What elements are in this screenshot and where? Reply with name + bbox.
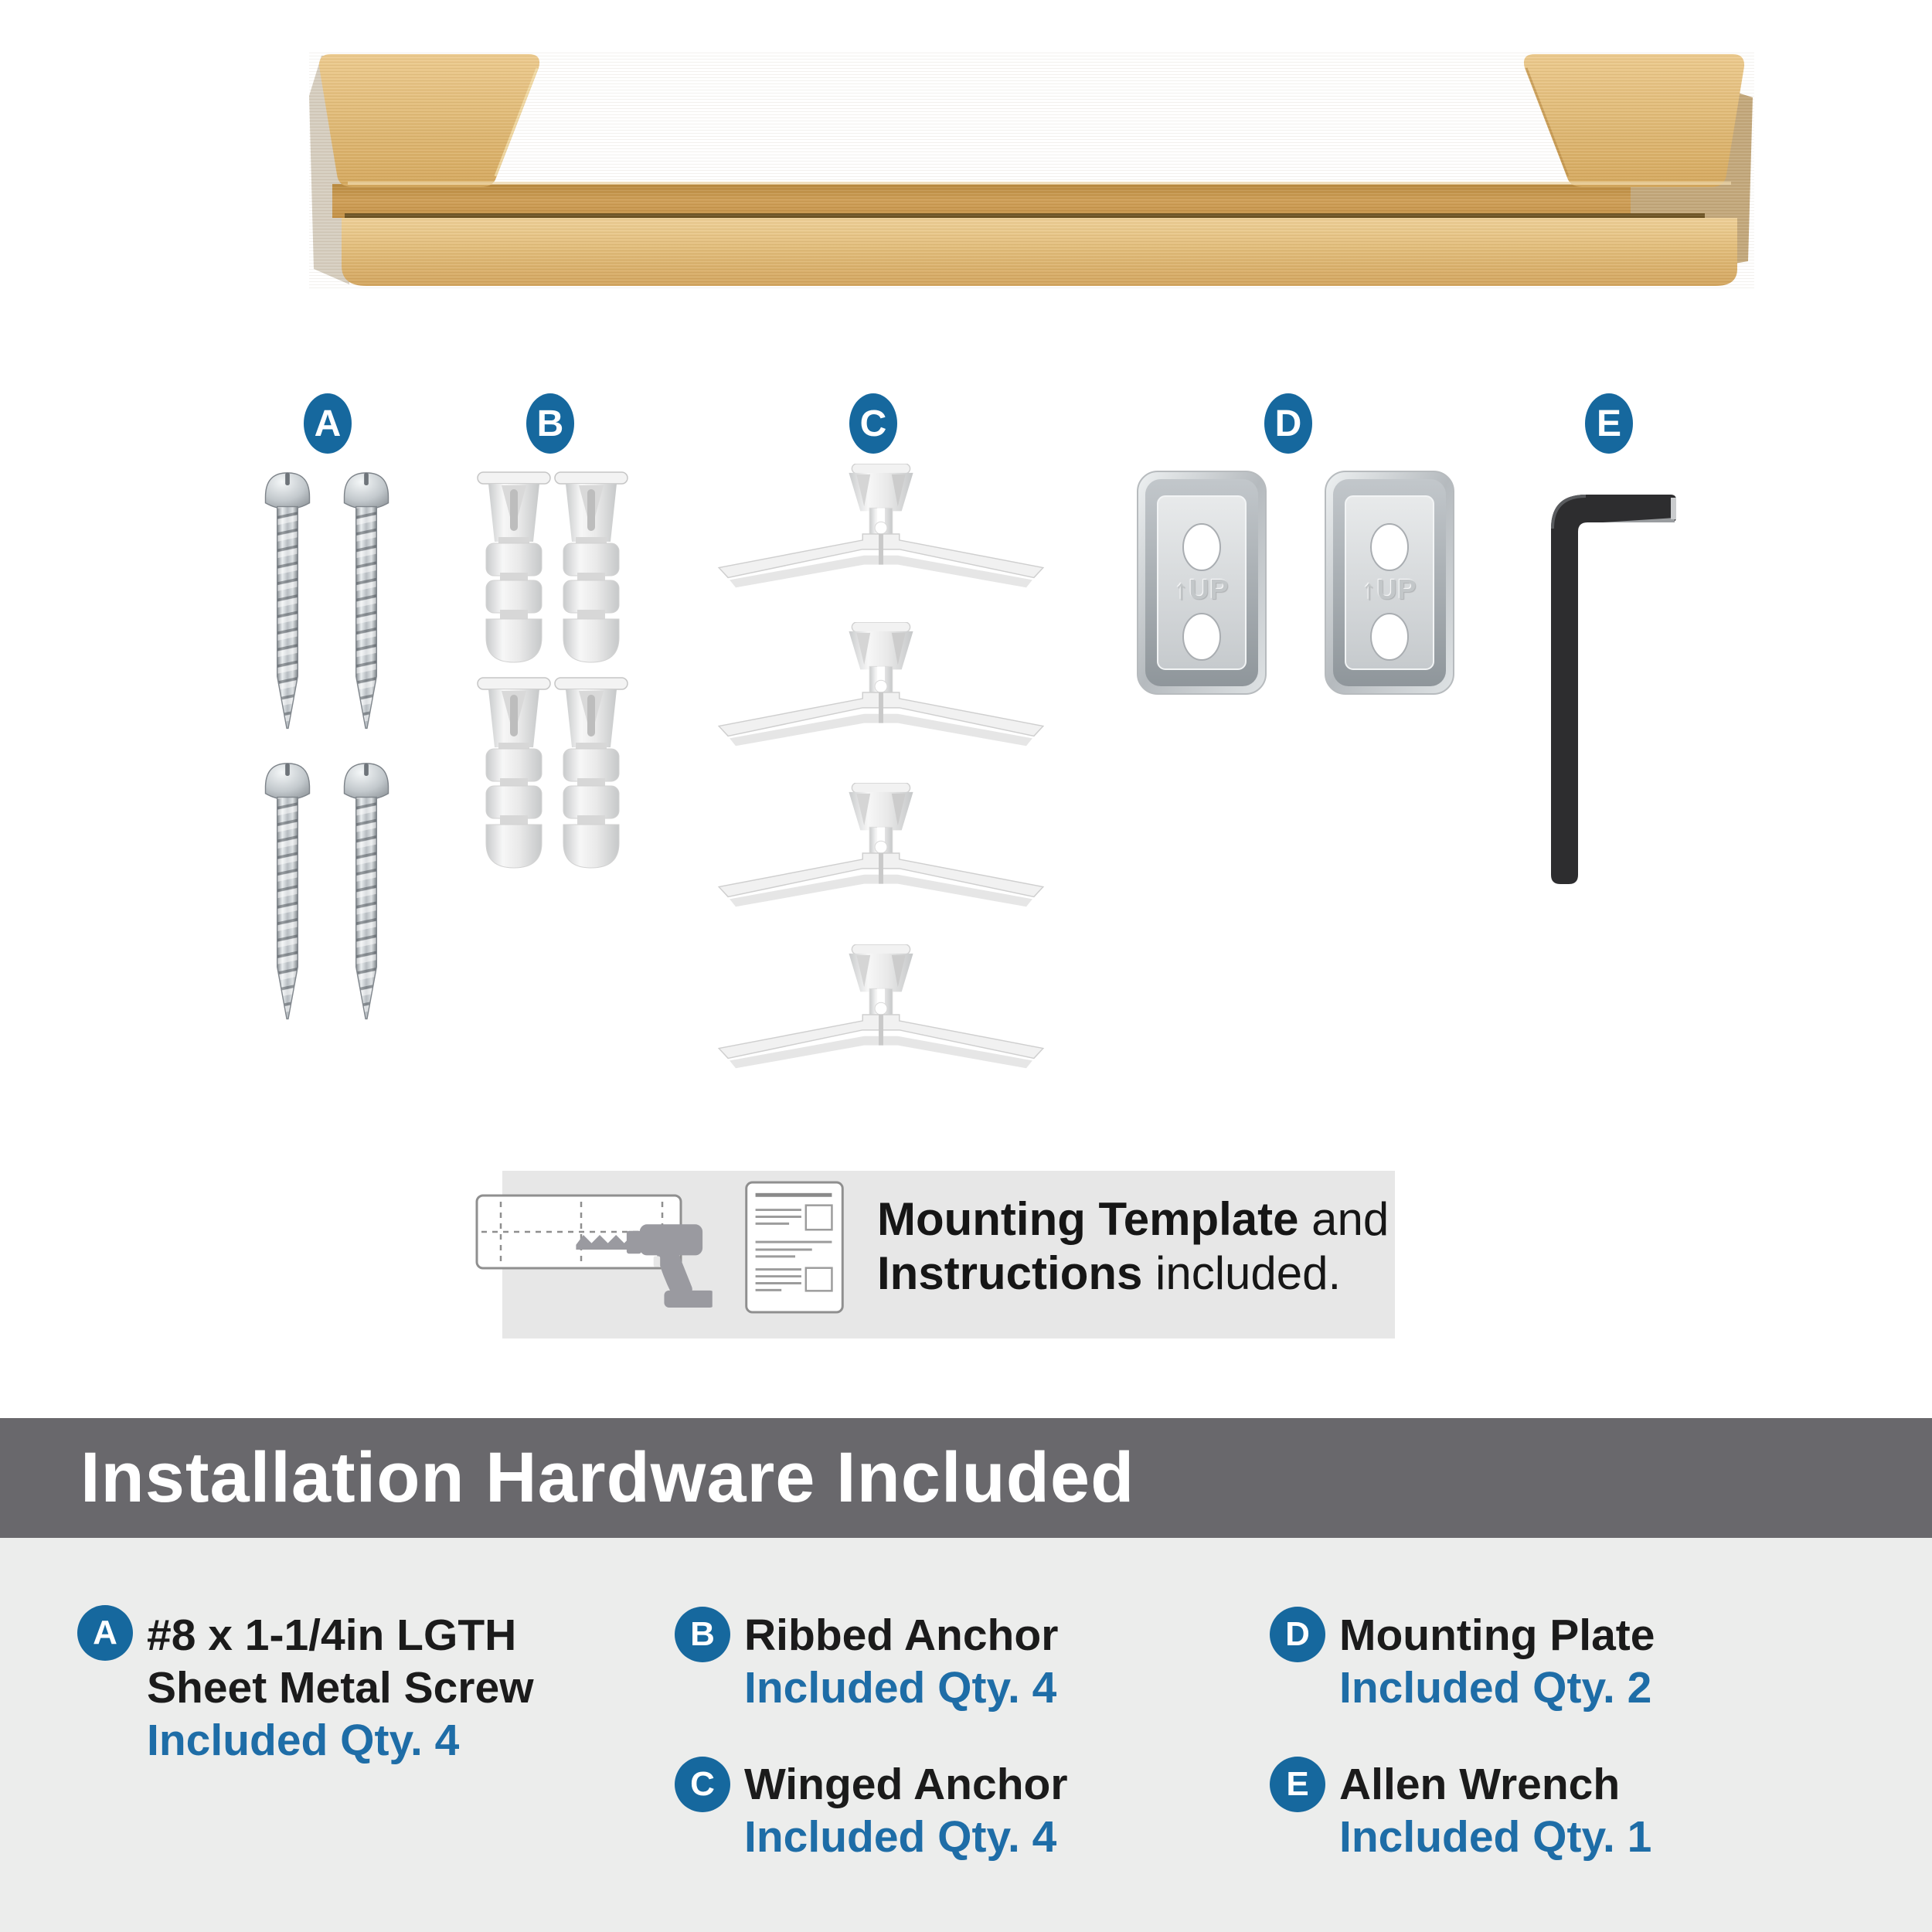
screw-icon <box>258 467 317 739</box>
legend-letter-d: D <box>1285 1615 1310 1653</box>
winged-anchor-icon <box>713 464 1049 609</box>
legend-letter-a: A <box>93 1614 117 1651</box>
ribbed-anchor-icon <box>553 470 630 665</box>
legend-item-e <box>1339 1758 1651 1863</box>
plate-up-marking: ↑UP <box>1362 573 1417 605</box>
ribbed-anchor-icon <box>553 675 630 870</box>
legend-badge-b <box>675 1607 730 1662</box>
instructions-document-icon <box>744 1181 845 1314</box>
legend-d-title: Mounting Plate <box>1339 1611 1655 1660</box>
legend-letter-e: E <box>1286 1765 1309 1803</box>
callout-letter-e: E <box>1596 403 1621 444</box>
template-note-line2-rest: included. <box>1142 1247 1342 1299</box>
callout-badge-c <box>849 393 897 454</box>
legend-badge-e <box>1270 1757 1325 1812</box>
section-title: Installation Hardware Included <box>80 1438 1135 1517</box>
legend-a-title-line2: Sheet Metal Screw <box>147 1663 534 1713</box>
template-note-line1-bold: Mounting Template <box>877 1193 1299 1245</box>
legend-letter-c: C <box>690 1765 715 1803</box>
callout-badge-a <box>304 393 352 454</box>
legend-item-b <box>744 1609 1058 1714</box>
winged-anchor-icon <box>713 783 1049 928</box>
template-note-line2 <box>877 1247 1389 1301</box>
legend-b-qty: Included Qty. 4 <box>744 1663 1057 1713</box>
allen-wrench-icon <box>1538 474 1677 884</box>
callout-letter-c: C <box>859 403 887 444</box>
ribbed-anchor-icon <box>475 470 553 665</box>
legend-c-title: Winged Anchor <box>744 1760 1068 1809</box>
plate-up-marking: ↑UP <box>1174 573 1230 605</box>
screw-icon <box>337 467 396 739</box>
legend-badge-a <box>77 1605 133 1661</box>
legend-a-title-line1: #8 x 1-1/4in LGTH <box>147 1611 517 1660</box>
legend-c-qty: Included Qty. 4 <box>744 1812 1057 1862</box>
legend-item-c <box>744 1758 1068 1863</box>
callout-letter-d: D <box>1274 403 1302 444</box>
legend-b-title: Ribbed Anchor <box>744 1611 1059 1660</box>
template-note-line1-rest: and <box>1298 1193 1389 1245</box>
callout-letter-b: B <box>536 403 564 444</box>
legend-item-d <box>1339 1609 1655 1714</box>
legend-badge-d <box>1270 1607 1325 1662</box>
template-note-line2-bold: Instructions <box>877 1247 1143 1299</box>
ribbed-anchor-icon <box>475 675 553 870</box>
callout-badge-b <box>526 393 574 454</box>
legend-e-title: Allen Wrench <box>1339 1760 1621 1809</box>
section-banner <box>0 1418 1932 1538</box>
callout-letter-a: A <box>314 403 342 444</box>
cabinet-pull-handle-image <box>309 51 1754 291</box>
legend-e-qty: Included Qty. 1 <box>1339 1812 1652 1862</box>
screw-icon <box>337 757 396 1029</box>
template-note <box>877 1192 1389 1301</box>
legend-a-qty: Included Qty. 4 <box>147 1716 460 1765</box>
callout-badge-d <box>1264 393 1312 454</box>
callout-badge-e <box>1585 393 1633 454</box>
legend-letter-b: B <box>690 1615 715 1653</box>
winged-anchor-icon <box>713 944 1049 1090</box>
legend-item-a <box>147 1609 534 1767</box>
legend-d-qty: Included Qty. 2 <box>1339 1663 1652 1713</box>
winged-anchor-icon <box>713 622 1049 767</box>
screw-icon <box>258 757 317 1029</box>
legend-badge-c <box>675 1757 730 1812</box>
template-note-line1 <box>877 1192 1389 1247</box>
drill-icon <box>573 1206 713 1308</box>
